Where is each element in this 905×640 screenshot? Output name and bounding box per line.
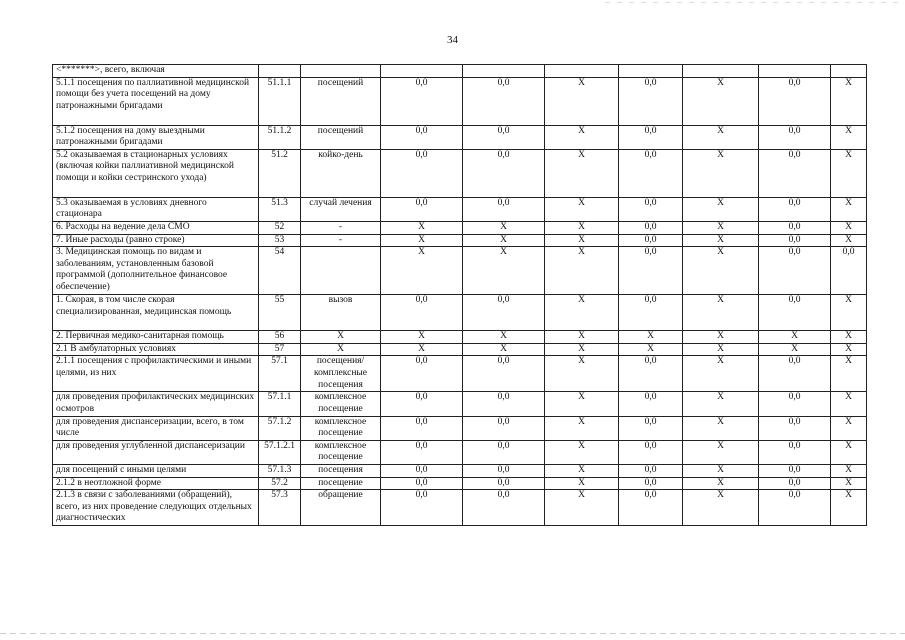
value-col-1: 0,0 <box>381 77 463 125</box>
row-code: 57 <box>259 343 301 356</box>
row-unit: обращение <box>301 490 381 526</box>
row-unit <box>301 65 381 78</box>
value-col-3: Х <box>545 343 619 356</box>
table-row <box>53 197 867 221</box>
value-col-3: Х <box>545 247 619 295</box>
value-col-3: Х <box>545 416 619 440</box>
value-col-1: Х <box>381 343 463 356</box>
table-row <box>53 477 867 490</box>
value-col-7: Х <box>831 343 867 356</box>
row-code: 52 <box>259 221 301 234</box>
value-col-1: 0,0 <box>381 392 463 416</box>
value-col-5: Х <box>683 197 759 221</box>
value-col-7: Х <box>831 464 867 477</box>
row-unit: вызов <box>301 295 381 331</box>
value-col-5: Х <box>683 149 759 197</box>
row-code: 57.1.2 <box>259 416 301 440</box>
value-col-6: 0,0 <box>759 416 831 440</box>
value-col-4: 0,0 <box>619 464 683 477</box>
value-col-7: Х <box>831 125 867 149</box>
row-label: 2. Первичная медико-санитарная помощь <box>53 331 259 344</box>
value-col-7: 0,0 <box>831 247 867 295</box>
row-code: 51.1.1 <box>259 77 301 125</box>
table-row <box>53 392 867 416</box>
row-unit: Х <box>301 331 381 344</box>
table-row <box>53 77 867 125</box>
row-label: 5.2 оказываемая в стационарных условиях (включая койки паллиативной медицинской помощи и койки сестринского ухода) <box>53 149 259 197</box>
value-col-3: Х <box>545 221 619 234</box>
scan-artifact-bottom <box>0 633 905 634</box>
value-col-5: Х <box>683 416 759 440</box>
value-col-1: 0,0 <box>381 464 463 477</box>
row-unit: посещений <box>301 77 381 125</box>
value-col-1: Х <box>381 247 463 295</box>
row-label: 5.1.2 посещения на дому выездными патронажными бригадами <box>53 125 259 149</box>
table-row <box>53 343 867 356</box>
value-col-6: 0,0 <box>759 125 831 149</box>
row-code: 57.1.1 <box>259 392 301 416</box>
value-col-4: 0,0 <box>619 416 683 440</box>
value-col-4: Х <box>619 331 683 344</box>
value-col-6: 0,0 <box>759 234 831 247</box>
row-code: 51.3 <box>259 197 301 221</box>
row-code: 57.1 <box>259 356 301 392</box>
scan-artifact-top <box>605 2 905 3</box>
value-col-2: 0,0 <box>463 464 545 477</box>
value-col-6: 0,0 <box>759 490 831 526</box>
row-unit: случай лечения <box>301 197 381 221</box>
value-col-4: 0,0 <box>619 197 683 221</box>
table-row <box>53 416 867 440</box>
value-col-2: 0,0 <box>463 392 545 416</box>
value-col-6: Х <box>759 343 831 356</box>
value-col-5: Х <box>683 331 759 344</box>
table-row <box>53 149 867 197</box>
row-label: 5.3 оказываемая в условиях дневного стационара <box>53 197 259 221</box>
value-col-5: Х <box>683 356 759 392</box>
row-code: 55 <box>259 295 301 331</box>
row-unit: - <box>301 234 381 247</box>
row-label: для проведения диспансеризации, всего, в том числе <box>53 416 259 440</box>
value-col-3: Х <box>545 356 619 392</box>
value-col-2: 0,0 <box>463 440 545 464</box>
value-col-5: Х <box>683 490 759 526</box>
value-col-6: 0,0 <box>759 149 831 197</box>
value-col-6: 0,0 <box>759 197 831 221</box>
row-unit: комплексное посещение <box>301 440 381 464</box>
row-code <box>259 65 301 78</box>
value-col-3: Х <box>545 331 619 344</box>
row-label: 2.1 В амбулаторных условиях <box>53 343 259 356</box>
value-col-4: 0,0 <box>619 392 683 416</box>
value-col-3: Х <box>545 125 619 149</box>
value-col-6: 0,0 <box>759 221 831 234</box>
value-col-2: 0,0 <box>463 295 545 331</box>
table-row <box>53 234 867 247</box>
row-label: для проведения углубленной диспансеризации <box>53 440 259 464</box>
table-row <box>53 247 867 295</box>
row-unit: посещение <box>301 477 381 490</box>
value-col-2: Х <box>463 221 545 234</box>
value-col-3: Х <box>545 197 619 221</box>
value-col-3: Х <box>545 490 619 526</box>
value-col-5: Х <box>683 77 759 125</box>
value-col-6: 0,0 <box>759 356 831 392</box>
value-col-1: 0,0 <box>381 477 463 490</box>
row-code: 51.2 <box>259 149 301 197</box>
value-col-3: Х <box>545 464 619 477</box>
table-row <box>53 490 867 526</box>
value-col-6: 0,0 <box>759 247 831 295</box>
value-col-5: Х <box>683 392 759 416</box>
table-row <box>53 65 867 78</box>
value-col-1: 0,0 <box>381 295 463 331</box>
row-unit: - <box>301 221 381 234</box>
value-col-5: Х <box>683 440 759 464</box>
page-number: 34 <box>447 34 458 46</box>
value-col-6: 0,0 <box>759 295 831 331</box>
value-col-6: 0,0 <box>759 464 831 477</box>
value-col-2: 0,0 <box>463 197 545 221</box>
table-row <box>53 464 867 477</box>
value-col-2: 0,0 <box>463 149 545 197</box>
table-row <box>53 295 867 331</box>
row-unit: Х <box>301 343 381 356</box>
value-col-5: Х <box>683 477 759 490</box>
row-code: 57.2 <box>259 477 301 490</box>
row-label: 2.1.3 в связи с заболеваниями (обращений), всего, из них проведение следующих отдельных диагностических <box>53 490 259 526</box>
value-col-1: 0,0 <box>381 149 463 197</box>
value-col-7: Х <box>831 356 867 392</box>
row-unit <box>301 247 381 295</box>
value-col-5: Х <box>683 247 759 295</box>
row-label: 5.1.1 посещения по паллиативной медицинской помощи без учета посещений на дому патронажными бригадами <box>53 77 259 125</box>
row-label: 1. Скорая, в том числе скорая специализированная, медицинская помощь <box>53 295 259 331</box>
row-label: для проведения профилактических медицинских осмотров <box>53 392 259 416</box>
value-col-7: Х <box>831 221 867 234</box>
value-col-3: Х <box>545 295 619 331</box>
value-col-1: 0,0 <box>381 197 463 221</box>
value-col-7 <box>831 65 867 78</box>
row-code: 53 <box>259 234 301 247</box>
value-col-6: 0,0 <box>759 77 831 125</box>
value-col-1: Х <box>381 234 463 247</box>
row-unit: посещений <box>301 125 381 149</box>
value-col-6: Х <box>759 331 831 344</box>
table-row <box>53 125 867 149</box>
table-body <box>53 65 867 526</box>
value-col-7: Х <box>831 477 867 490</box>
value-col-6 <box>759 65 831 78</box>
value-col-7: Х <box>831 234 867 247</box>
value-col-4 <box>619 65 683 78</box>
value-col-2: 0,0 <box>463 356 545 392</box>
value-col-7: Х <box>831 416 867 440</box>
value-col-5: Х <box>683 125 759 149</box>
row-code: 57.1.2.1 <box>259 440 301 464</box>
value-col-1: 0,0 <box>381 356 463 392</box>
value-col-7: Х <box>831 392 867 416</box>
value-col-1: 0,0 <box>381 125 463 149</box>
row-label: для посещений с иными целями <box>53 464 259 477</box>
value-col-7: Х <box>831 77 867 125</box>
value-col-4: Х <box>619 343 683 356</box>
value-col-5: Х <box>683 464 759 477</box>
value-col-2: 0,0 <box>463 490 545 526</box>
row-code: 51.1.2 <box>259 125 301 149</box>
row-label: 2.1.2 в неотложной форме <box>53 477 259 490</box>
value-col-7: Х <box>831 331 867 344</box>
value-col-1 <box>381 65 463 78</box>
value-col-1: Х <box>381 221 463 234</box>
table-row <box>53 331 867 344</box>
row-label: <*******>, всего, включая <box>53 65 259 78</box>
value-col-2: Х <box>463 234 545 247</box>
value-col-2: 0,0 <box>463 77 545 125</box>
row-unit: койко-день <box>301 149 381 197</box>
row-label: 3. Медицинская помощь по видам и заболеваниям, установленным базовой программой (дополнительное финансовое обеспечение) <box>53 247 259 295</box>
value-col-7: Х <box>831 149 867 197</box>
value-col-5: Х <box>683 221 759 234</box>
value-col-4: 0,0 <box>619 125 683 149</box>
row-label: 7. Иные расходы (равно строке) <box>53 234 259 247</box>
value-col-4: 0,0 <box>619 490 683 526</box>
value-col-4: 0,0 <box>619 149 683 197</box>
row-code: 56 <box>259 331 301 344</box>
value-col-4: 0,0 <box>619 234 683 247</box>
value-col-4: 0,0 <box>619 440 683 464</box>
table-row <box>53 221 867 234</box>
value-col-6: 0,0 <box>759 392 831 416</box>
value-col-5: Х <box>683 234 759 247</box>
value-col-5: Х <box>683 343 759 356</box>
row-code: 57.1.3 <box>259 464 301 477</box>
value-col-2: Х <box>463 247 545 295</box>
value-col-3: Х <box>545 149 619 197</box>
value-col-2: Х <box>463 331 545 344</box>
value-col-3: Х <box>545 392 619 416</box>
value-col-7: Х <box>831 197 867 221</box>
value-col-3: Х <box>545 477 619 490</box>
value-col-3 <box>545 65 619 78</box>
value-col-4: 0,0 <box>619 247 683 295</box>
value-col-7: Х <box>831 440 867 464</box>
value-col-6: 0,0 <box>759 440 831 464</box>
row-unit: комплексное посещение <box>301 392 381 416</box>
value-col-5 <box>683 65 759 78</box>
value-col-2 <box>463 65 545 78</box>
value-col-2: 0,0 <box>463 416 545 440</box>
value-col-4: 0,0 <box>619 77 683 125</box>
financial-table <box>52 64 867 526</box>
value-col-3: Х <box>545 440 619 464</box>
value-col-4: 0,0 <box>619 295 683 331</box>
value-col-7: Х <box>831 295 867 331</box>
table-row <box>53 440 867 464</box>
value-col-2: 0,0 <box>463 125 545 149</box>
row-unit: комплексное посещение <box>301 416 381 440</box>
value-col-5: Х <box>683 295 759 331</box>
value-col-1: Х <box>381 331 463 344</box>
value-col-7: Х <box>831 490 867 526</box>
row-code: 54 <box>259 247 301 295</box>
row-code: 57.3 <box>259 490 301 526</box>
value-col-1: 0,0 <box>381 416 463 440</box>
value-col-2: 0,0 <box>463 477 545 490</box>
value-col-4: 0,0 <box>619 221 683 234</box>
row-unit: посещения <box>301 464 381 477</box>
row-unit: посещения/комплексные посещения <box>301 356 381 392</box>
value-col-2: Х <box>463 343 545 356</box>
value-col-4: 0,0 <box>619 477 683 490</box>
value-col-3: Х <box>545 234 619 247</box>
value-col-4: 0,0 <box>619 356 683 392</box>
row-label: 6. Расходы на ведение дела СМО <box>53 221 259 234</box>
value-col-1: 0,0 <box>381 440 463 464</box>
table-row <box>53 356 867 392</box>
value-col-3: Х <box>545 77 619 125</box>
value-col-1: 0,0 <box>381 490 463 526</box>
value-col-6: 0,0 <box>759 477 831 490</box>
row-label: 2.1.1 посещения с профилактическими и иными целями, из них <box>53 356 259 392</box>
